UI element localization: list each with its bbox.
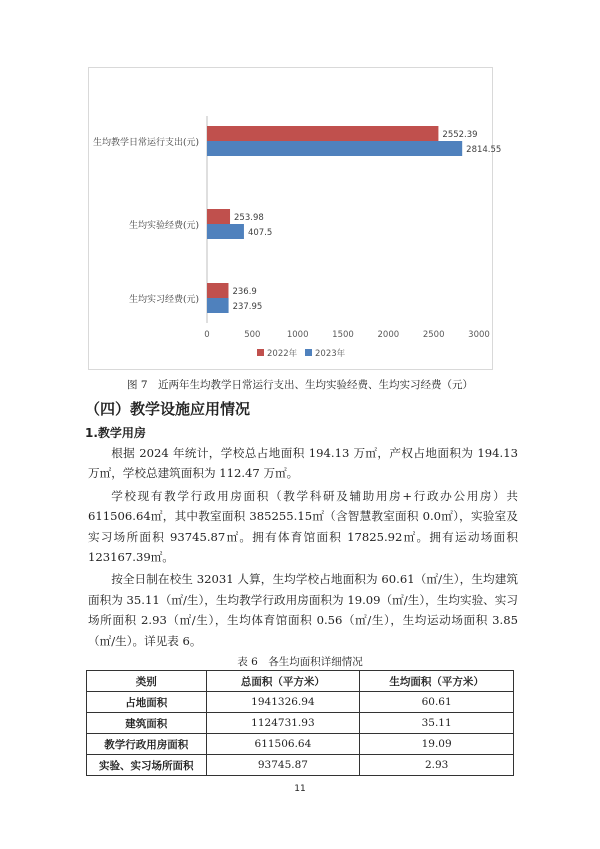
table-cell: 1941326.94 [206, 692, 360, 713]
paragraph: 学校现有教学行政用房面积（教学科研及辅助用房+行政办公用房）共 611506.64㎡，其中教室面积 385255.15㎡（含智慧教室面积 0.0㎡），实验室及实习场所面积 93745.87㎡。拥有体育馆面积 17825.92㎡。拥有运动场面积 123167.39㎡。 [88, 488, 518, 565]
section-title: （四）教学设施应用情况 [85, 400, 251, 418]
x-tick-label: 3000 [468, 330, 490, 340]
x-tick-label: 1000 [286, 330, 309, 340]
table-cell: 19.09 [360, 734, 514, 755]
table-cell: 35.11 [360, 713, 514, 734]
table-caption: 表 6 各生均面积详细情况 [237, 656, 363, 668]
category-label: 生均教学日常运行支出(元) [92, 138, 199, 148]
data-label: 236.9 [232, 287, 257, 297]
legend-label: 2023年 [315, 349, 346, 359]
table-row [87, 713, 514, 734]
data-label: 2552.39 [442, 130, 478, 140]
bar [207, 283, 228, 298]
bar [207, 126, 438, 141]
table-cell: 占地面积 [87, 692, 207, 713]
data-label: 253.98 [234, 213, 264, 223]
table-cell: 实验、实习场所面积 [87, 755, 207, 776]
legend-swatch [305, 349, 312, 356]
chart-frame [88, 67, 502, 370]
table-cell: 建筑面积 [87, 713, 207, 734]
table-row [87, 755, 514, 776]
category-label: 生均实习经费(元) [128, 295, 199, 305]
legend-label: 2022年 [267, 349, 298, 359]
table-header-row [87, 671, 514, 692]
x-tick-label: 500 [244, 330, 261, 340]
bar [207, 224, 244, 239]
table-row [87, 734, 514, 755]
bar [207, 141, 462, 156]
table-cell: 93745.87 [206, 755, 360, 776]
data-label: 237.95 [232, 302, 263, 312]
x-tick-label: 0 [204, 330, 210, 340]
table-header-cell: 类别 [87, 671, 207, 692]
body-text [88, 443, 518, 653]
paragraph: 按全日制在校生 32031 人算，生均学校占地面积为 60.61（㎡/生），生均建筑面积为 35.11（㎡/生），生均教学行政用房面积为 19.09（㎡/生），生均实验、实习场所面积 2.93（㎡/生），生均体育馆面积 0.56（㎡/生），生均运动场面积 3.85（㎡/生）。详见表 6。 [88, 572, 518, 648]
bar [207, 298, 229, 313]
bar [207, 209, 230, 224]
area-table [86, 670, 514, 776]
table-row [87, 692, 514, 713]
paragraph: 根据 2024 年统计，学校总占地面积 194.13 万㎡，产权占地面积为 194.13 万㎡，学校总建筑面积为 112.47 万㎡。 [88, 446, 518, 481]
table-cell: 1124731.93 [206, 713, 360, 734]
page-number: 11 [294, 784, 306, 794]
bar-chart [89, 68, 502, 371]
table-header-cell: 生均面积（平方米） [360, 671, 514, 692]
x-tick-label: 1500 [332, 330, 354, 340]
x-tick-label: 2500 [422, 330, 445, 340]
data-label: 407.5 [247, 228, 273, 238]
table-cell: 教学行政用房面积 [87, 734, 207, 755]
figure-caption: 图 7 近两年生均教学日常运行支出、生均实验经费、生均实习经费（元） [126, 379, 474, 391]
table-cell: 2.93 [360, 755, 514, 776]
table-cell: 611506.64 [206, 734, 360, 755]
subsection-title: 1.教学用房 [85, 426, 146, 440]
table-header-cell: 总面积（平方米） [206, 671, 360, 692]
x-tick-label: 2000 [377, 330, 400, 340]
legend-swatch [257, 349, 264, 356]
data-label: 2814.55 [466, 145, 502, 155]
category-label: 生均实验经费(元) [128, 221, 199, 231]
table-cell: 60.61 [360, 692, 514, 713]
